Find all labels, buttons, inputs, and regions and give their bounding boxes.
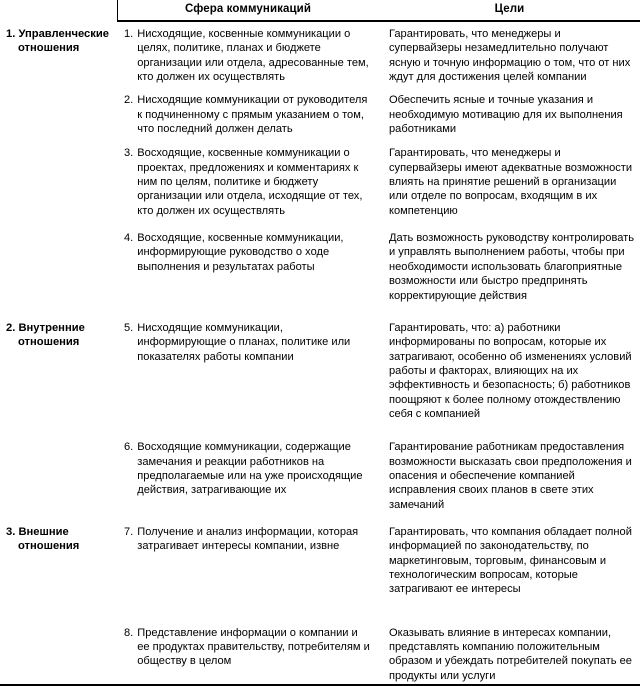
category-cell — [0, 27, 117, 55]
category-label-line2: отношения — [18, 42, 80, 55]
table-row — [0, 27, 640, 84]
sphere-text: Представление информации о компании и ее продуктах правительству, потребителям и обществу в целом — [137, 626, 370, 668]
sphere-cell — [117, 146, 379, 218]
category-cell — [0, 321, 117, 349]
row-number: 3. — [124, 147, 134, 160]
header-cell-sphere: Сфера коммуникаций — [185, 3, 311, 15]
header-cell-goals: Цели — [494, 3, 525, 15]
sphere-cell — [117, 93, 379, 136]
goals-cell: Гарантировать, что компания обладает полной информацией по законодательству, по маркетинговым, торговым, финансовым и технологическим вопросам, которые затрагивают ее интересы — [389, 525, 632, 596]
category-cell — [0, 525, 117, 553]
table-body — [0, 27, 640, 683]
category-number: 1. — [6, 28, 16, 40]
row-number: 5. — [124, 321, 134, 334]
goals-cell: Обеспечить ясные и точные указания и необходимую мотивацию для их выполнения работниками — [389, 94, 623, 136]
sphere-cell — [117, 626, 379, 669]
sphere-text: Нисходящие, косвенные коммуникации о целях, политике, планах и бюджете организации или отдела, адресованные тем, кто должен их осуществлять — [137, 28, 369, 84]
row-number: 8. — [124, 626, 134, 639]
goals-cell: Гарантировать, что менеджеры и супервайзеры имеют адекватные возможности влиять на принятие решений в организации или отделе по вопросам, входящим в их компетенцию — [389, 147, 633, 217]
goals-cell: Гарантирование работникам предоставления возможности высказать свои предположения и опасения и обеспечение компанией исправления своих планов в свете этих замечаний — [389, 441, 632, 511]
category-label-line1: Управленческие — [18, 28, 109, 40]
table-row — [0, 146, 640, 218]
category-number: 2. — [6, 321, 16, 334]
row-number: 7. — [124, 525, 134, 538]
row-number: 2. — [124, 94, 134, 107]
category-label-line2: отношения — [18, 336, 80, 349]
category-label-line1: Внутренние — [18, 321, 85, 334]
row-number: 6. — [124, 441, 134, 454]
goals-cell: Гарантировать, что менеджеры и супервайзеры незамедлительно получают ясную и точную информацию о том, что от них ждут для достижения целей компании — [389, 28, 631, 84]
sphere-text: Нисходящие коммуникации от руководителя к подчиненному с прямым указанием о том, что последний должен делать — [137, 94, 368, 136]
header-vertical-divider — [117, 0, 118, 21]
table-row — [0, 440, 640, 512]
row-number: 1. — [124, 28, 134, 40]
category-label-line2: отношения — [18, 540, 80, 553]
sphere-text: Получение и анализ информации, которая затрагивает интересы компании, извне — [137, 525, 359, 553]
table-row — [0, 231, 640, 303]
row-number: 4. — [124, 232, 134, 245]
sphere-text: Восходящие, косвенные коммуникации о проектах, предложениях и комментариях к ним по целям, политике и бюджету организации или отдела, исходящие от тех, кто должен их осуществлять — [137, 147, 363, 217]
header-horizontal-rule — [117, 20, 640, 22]
table-row — [0, 321, 640, 421]
table-row — [0, 626, 640, 683]
goals-cell: Гарантировать, что: а) работники информированы по вопросам, которые их затрагивают, особенно об изменениях условий работы и факторах, влияющих на их эффективность и безопасность; б) работников поощряют к более полному отождествлению себя с компанией — [389, 321, 632, 420]
table-row — [0, 525, 640, 597]
category-label-line1: Внешние — [18, 525, 69, 538]
sphere-cell — [117, 27, 379, 84]
sphere-cell — [117, 321, 379, 364]
goals-cell: Оказывать влияние в интересах компании, представлять компанию положительным образом и убеждать потребителей покупать ее продукты или услуги — [389, 626, 632, 682]
sphere-cell — [117, 231, 379, 274]
sphere-text: Нисходящие коммуникации, информирующие о планах, политике или показателях работы компании — [137, 321, 351, 363]
table-header-row — [0, 0, 640, 21]
sphere-text: Восходящие коммуникации, содержащие замечания и реакции работников на предполагаемые или на уже происходящие действия, затрагивающие их — [137, 441, 363, 497]
category-number: 3. — [6, 525, 16, 538]
sphere-text: Восходящие, косвенные коммуникации, информирующие руководство о ходе выполнения и результатах работы — [137, 232, 344, 273]
table-row — [0, 93, 640, 136]
goals-cell: Дать возможность руководству контролировать и управлять выполнением работы, чтобы при необходимости использовать благоприятные возможности или быстро предпринять корректирующие действия — [389, 232, 634, 302]
sphere-cell — [117, 525, 379, 554]
sphere-cell — [117, 440, 379, 497]
